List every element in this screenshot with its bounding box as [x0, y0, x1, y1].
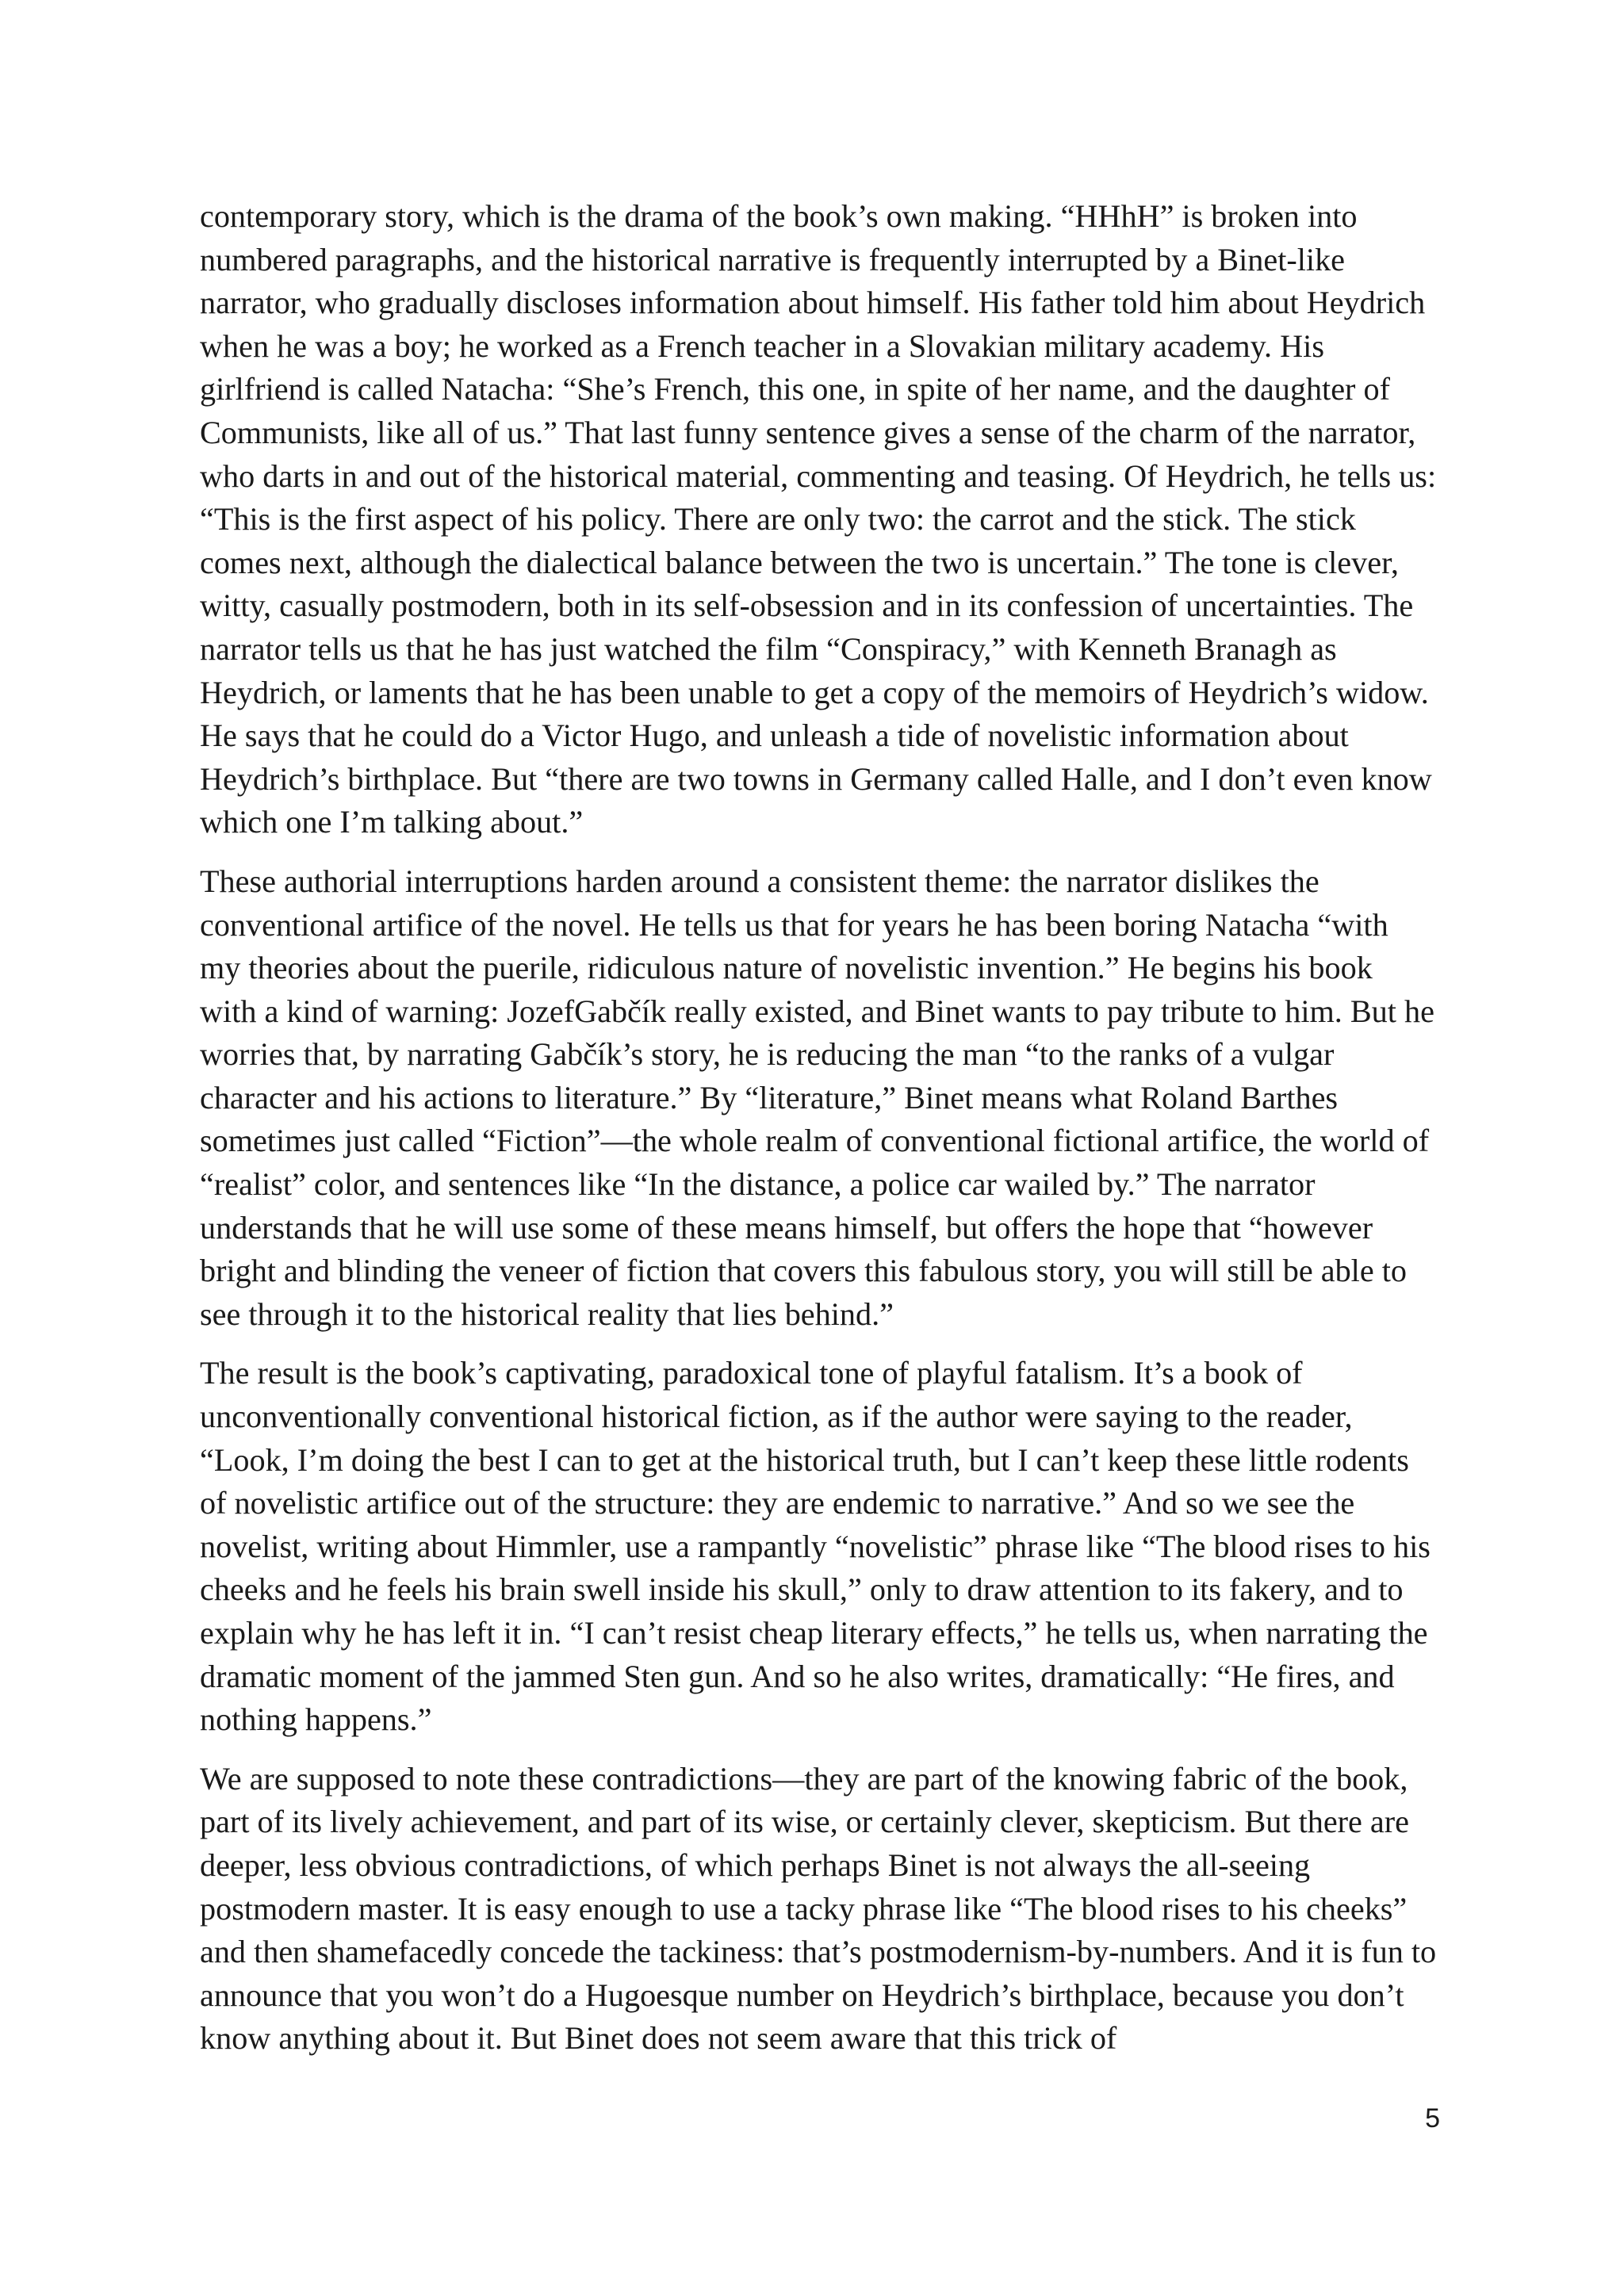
paragraph-1: contemporary story, which is the drama of the book’s own making. “HHhH” is broken into numbered paragraphs, and the historical narrative is frequently interrupted by a Binet-like narrator, who gradually discloses information about himself. His father told him about Heydrich when he was a boy; he worked as a French teacher in a Slovakian military academy. His girlfriend is called Natacha: “She’s French, this one, in spite of her name, and the daughter of Communists, like all of us.” That last funny sentence gives a sense of the charm of the narrator, who darts in and out of the historical material, commenting and teasing. Of Heydrich, he tells us: “This is the first aspect of his policy. There are only two: the carrot and the stick. The stick comes next, although the dialectical balance between the two is uncertain.” The tone is clever, witty, casually postmodern, both in its self-obsession and in its confession of uncertainties. The narrator tells us that he has just watched the film “Conspiracy,” with Kenneth Branagh as Heydrich, or laments that he has been unable to get a copy of the memoirs of Heydrich’s widow. He says that he could do a Victor Hugo, and unleash a tide of novelistic information about Heydrich’s birthplace. But “there are two towns in Germany called Halle, and I don’t even know which one I’m talking about.”	[200, 198, 1437, 840]
paragraph-4: We are supposed to note these contradictions—they are part of the knowing fabric of the book, part of its lively achievement, and part of its wise, or certainly clever, skepticism. But there are deeper, less obvious contradictions, of which perhaps Binet is not always the all-seeing postmodern master. It is easy enough to use a tacky phrase like “The blood rises to his cheeks” and then shamefacedly concede the tackiness: that’s postmodernism-by-numbers. And it is fun to announce that you won’t do a Hugoesque number on Heydrich’s birthplace, because you don’t know anything about it. But Binet does not seem aware that this trick of	[200, 1760, 1437, 2057]
page-number: 5	[1425, 2103, 1440, 2133]
paragraph-3: The result is the book’s captivating, paradoxical tone of playful fatalism. It’s a book of unconventionally conventional historical fiction, as if the author were saying to the reader, “Look, I’m doing the best I can to get at the historical truth, but I can’t keep these little rodents of novelistic artifice out of the structure: they are endemic to narrative.” And so we see the novelist, writing about Himmler, use a rampantly “novelistic” phrase like “The blood rises to his cheeks and he feels his brain swell inside his skull,” only to draw attention to its fakery, and to explain why he has left it in. “I can’t resist cheap literary effects,” he tells us, when narrating the dramatic moment of the jammed Sten gun. And so he also writes, dramatically: “He fires, and nothing happens.”	[200, 1355, 1431, 1738]
paragraph-2: These authorial interruptions harden around a consistent theme: the narrator dislikes the conventional artifice of the novel. He tells us that for years he has been boring Natacha “with my theories about the puerile, ridiculous nature of novelistic invention.” He begins his book with a kind of warning: JozefGabčík really existed, and Binet wants to pay tribute to him. But he worries that, by narrating Gabčík’s story, he is reducing the man “to the ranks of a vulgar character and his actions to literature.” By “literature,” Binet means what Roland Barthes sometimes just called “Fiction”—the whole realm of conventional fictional artifice, the world of “realist” color, and sentences like “In the distance, a police car wailed by.” The narrator understands that he will use some of these means himself, but offers the hope that “however bright and blinding the veneer of fiction that covers this fabulous story, you will still be able to see through it to the historical reality that lies behind.”	[200, 863, 1434, 1332]
body-text	[200, 195, 1437, 2076]
